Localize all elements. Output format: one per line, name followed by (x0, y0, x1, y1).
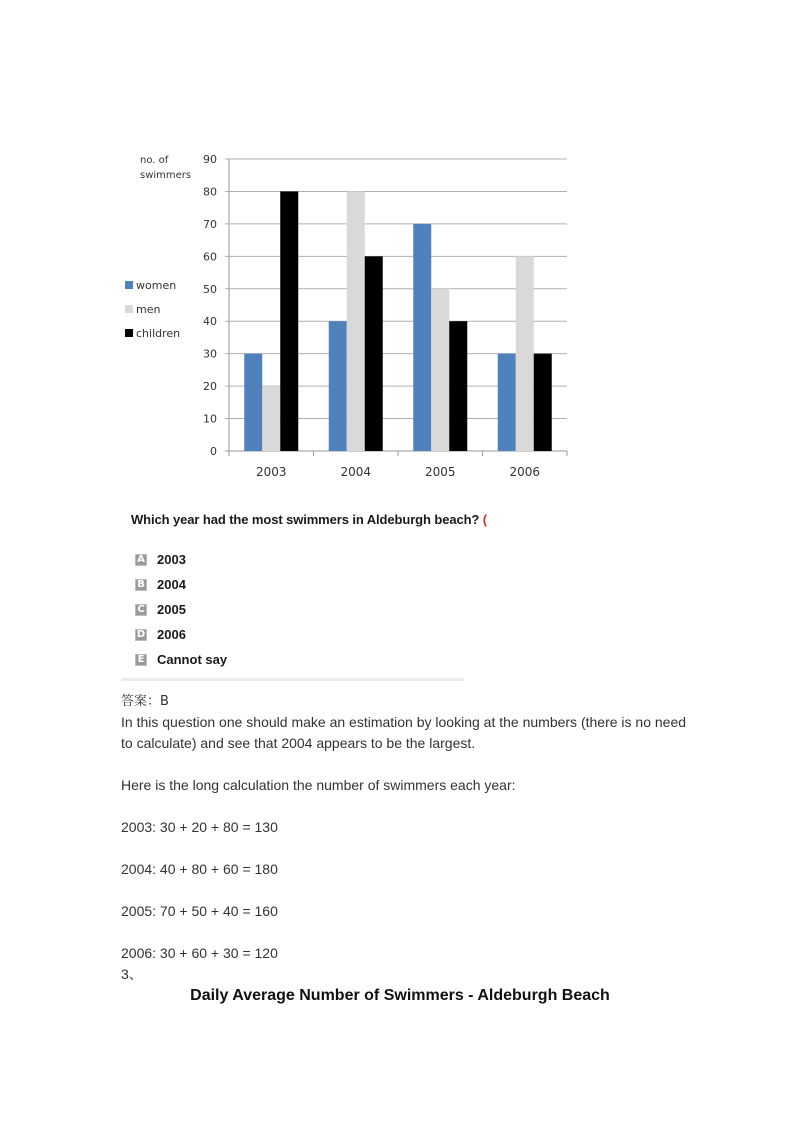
y-tick-label: 30 (203, 347, 217, 361)
option-letter-b: B (135, 579, 147, 591)
x-tick-label: 2003 (255, 465, 287, 479)
calc-line-2003: 2003: 30 + 20 + 80 = 130 (121, 819, 278, 835)
question-label: Which year had the most swimmers in Aldeburgh beach? (131, 512, 480, 527)
question-paren: ( (482, 512, 488, 527)
y-tick-label: 20 (203, 380, 217, 394)
x-tick-label: 2005 (424, 465, 456, 479)
y-tick-label: 60 (203, 250, 217, 264)
option-label-b: 2004 (157, 577, 186, 592)
option-letter-c: C (135, 604, 147, 616)
section-divider (121, 678, 464, 681)
y-tick-label: 10 (203, 412, 217, 426)
y-tick-label: 90 (203, 153, 217, 166)
option-label-e: Cannot say (157, 652, 228, 667)
bar-women-2005 (413, 224, 431, 451)
answer-label: 答案：B (121, 694, 169, 709)
bar-men-2004 (347, 191, 365, 451)
next-question-number: 3、 (121, 966, 143, 982)
bar-men-2003 (262, 386, 280, 451)
option-a[interactable] (135, 547, 227, 572)
bar-children-2004 (365, 256, 383, 451)
y-tick-label: 50 (203, 282, 217, 296)
x-tick-label: 2004 (340, 465, 372, 479)
bar-men-2005 (431, 289, 449, 451)
bar-women-2004 (329, 321, 347, 451)
bar-women-2006 (498, 354, 516, 451)
y-axis-label: no. of (140, 155, 169, 166)
swimmers-bar-chart (100, 140, 600, 490)
bar-men-2006 (516, 256, 534, 451)
bar-children-2006 (534, 354, 552, 451)
option-b[interactable] (135, 572, 227, 597)
option-label-d: 2006 (157, 627, 186, 642)
y-tick-label: 70 (203, 217, 217, 231)
option-letter-d: D (136, 629, 146, 640)
y-tick-label: 0 (210, 445, 217, 458)
bar-children-2003 (280, 191, 298, 451)
legend-swatch-women (125, 281, 133, 289)
option-c[interactable] (135, 597, 227, 622)
next-chart-title: Daily Average Number of Swimmers - Aldeburgh Beach (190, 987, 610, 1004)
legend-swatch-children (125, 329, 133, 337)
bar-children-2005 (449, 321, 467, 451)
option-label-a: 2003 (157, 552, 186, 567)
y-tick-label: 80 (203, 185, 217, 199)
question-text (131, 512, 487, 527)
option-label-c: 2005 (157, 602, 186, 617)
legend-label-children: children (136, 327, 181, 340)
calc-line-2006: 2006: 30 + 60 + 30 = 120 (121, 945, 278, 961)
option-d[interactable] (135, 622, 227, 647)
calc-line-2004: 2004: 40 + 80 + 60 = 180 (121, 861, 278, 877)
legend-swatch-men (125, 305, 133, 313)
x-tick-label: 2006 (509, 465, 541, 479)
option-e[interactable] (135, 647, 227, 672)
bar-women-2003 (244, 354, 262, 451)
option-letter-e: E (135, 654, 147, 666)
calc-intro: Here is the long calculation the number of swimmers each year: (121, 777, 516, 793)
y-axis-label: swimmers (140, 170, 192, 181)
calc-line-2005: 2005: 70 + 50 + 40 = 160 (121, 903, 278, 919)
answer-options (135, 547, 227, 672)
y-tick-label: 40 (203, 315, 217, 329)
legend-label-men: men (136, 303, 161, 316)
answer-explanation: In this question one should make an estimation by looking at the numbers (there is no need to calculate) and see that 2004 appears to be the largest. (121, 714, 687, 751)
answer-section (121, 691, 701, 985)
option-letter-a: A (135, 554, 147, 566)
legend-label-women: women (136, 279, 177, 292)
